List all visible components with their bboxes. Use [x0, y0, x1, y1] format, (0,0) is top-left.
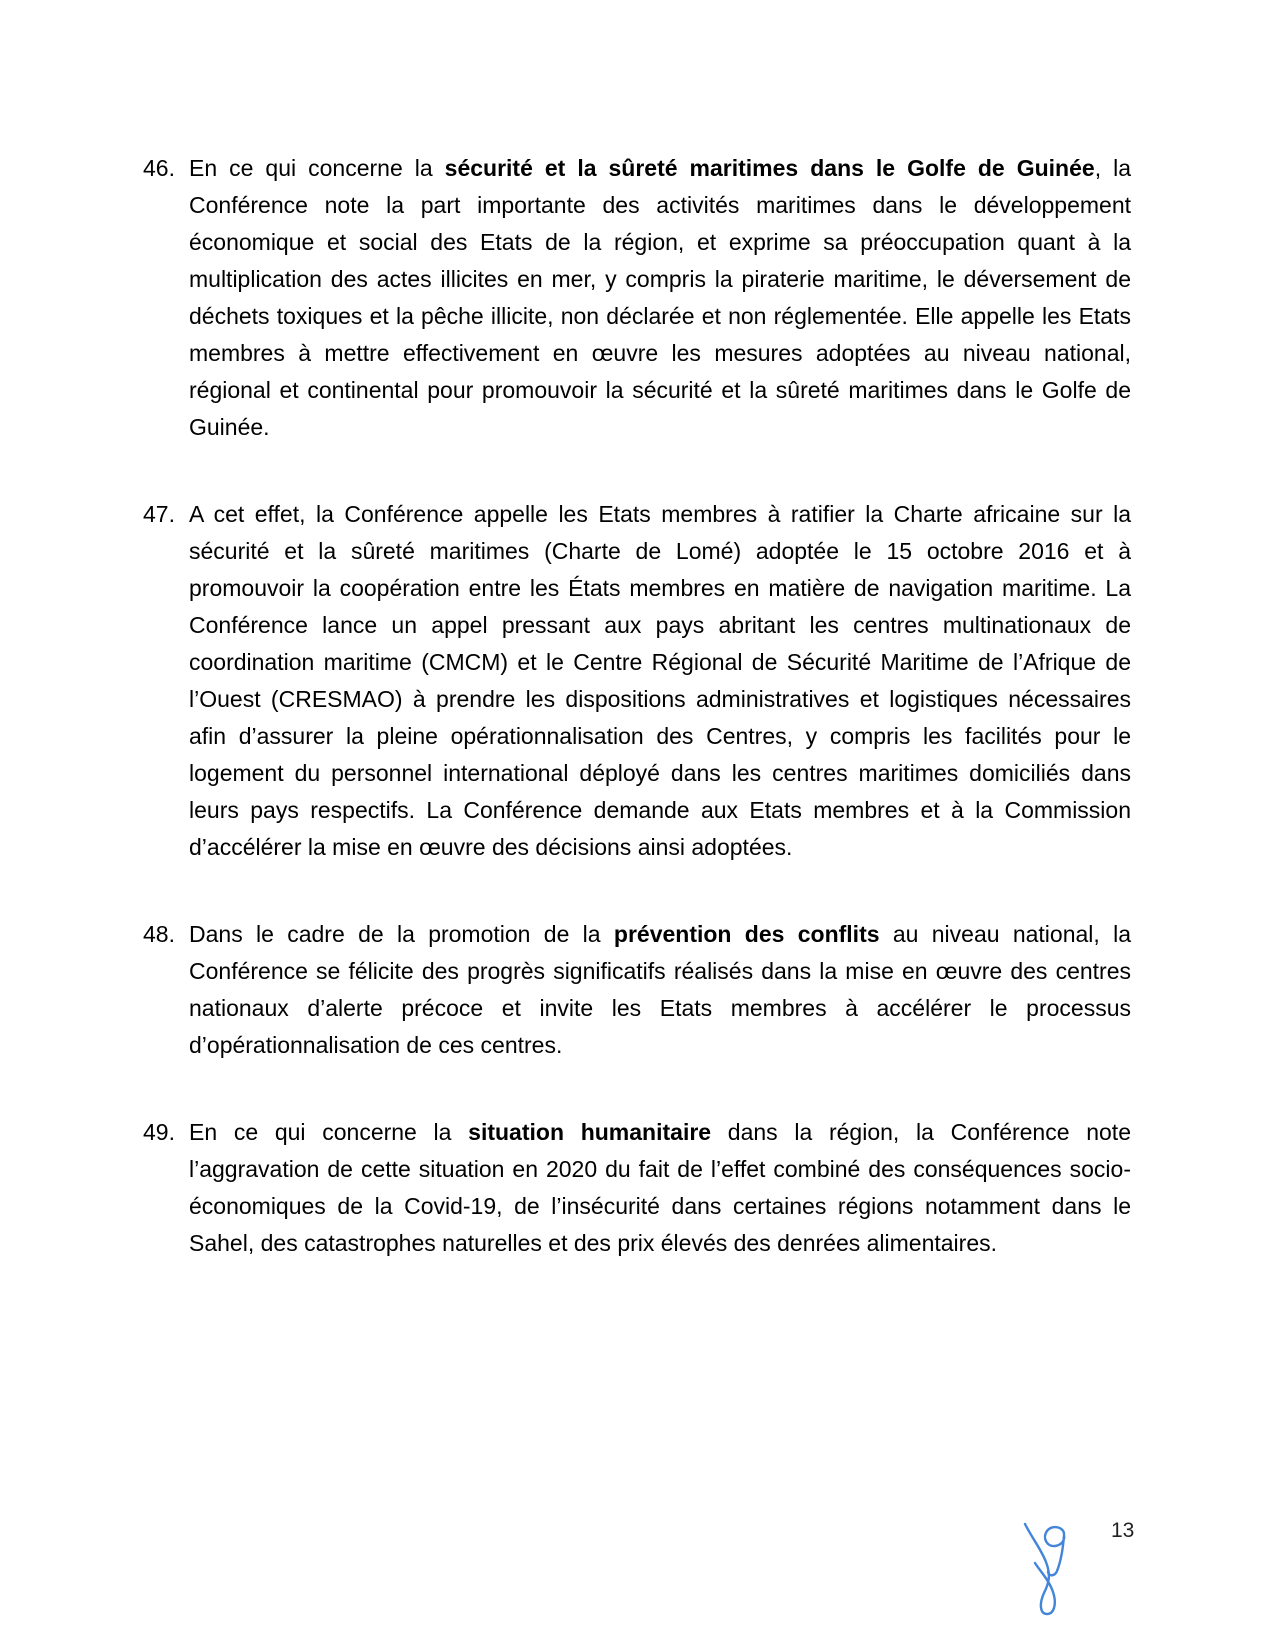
signature-stroke-long [1025, 1524, 1055, 1614]
paragraph-text: En ce qui concerne la sécurité et la sûreté maritimes dans le Golfe de Guinée, la Conférence note la part importante des activités maritimes dans le développement économique et social des Etats de la région, et exprime sa préoccupation quant à la multiplication des actes illicites en mer, y compris la piraterie maritime, le déversement de déchets toxiques et la pêche illicite, non déclarée et non réglementée. Elle appelle les Etats membres à mettre effectivement en œuvre les mesures adoptées au niveau national, régional et continental pour promouvoir la sécurité et la sûreté maritimes dans le Golfe de Guinée. [189, 155, 1131, 440]
paragraph-number: 46. [143, 155, 175, 181]
paragraph-number: 47. [143, 501, 175, 527]
handwritten-signature-icon [1019, 1521, 1077, 1617]
page-number: 13 [1111, 1519, 1135, 1542]
paragraph-text: En ce qui concerne la situation humanitaire dans la région, la Conférence note l’aggravation de cette situation en 2020 du fait de l’effet combiné des conséquences socio-économiques de la Covid-19, de l’insécurité dans certaines régions notamment dans le Sahel, des catastrophes naturelles et des prix élevés des denrées alimentaires. [189, 1119, 1131, 1256]
paragraph-list [143, 150, 1131, 1262]
paragraph-number: 49. [143, 1119, 175, 1145]
numbered-paragraph [143, 496, 1131, 866]
paragraph-text: Dans le cadre de la promotion de la prévention des conflits au niveau national, la Conférence se félicite des progrès significatifs réalisés dans la mise en œuvre des centres nationaux d’alerte précoce et invite les Etats membres à accélérer le processus d’opérationnalisation de ces centres. [189, 921, 1132, 1058]
numbered-paragraph [143, 916, 1131, 1064]
paragraph-text: A cet effet, la Conférence appelle les Etats membres à ratifier la Charte africaine sur la sécurité et la sûreté maritimes (Charte de Lomé) adoptée le 15 octobre 2016 et à promouvoir la coopération entre les États membres en matière de navigation maritime. La Conférence lance un appel pressant aux pays abritant les centres multinationaux de coordination maritime (CMCM) et le Centre Régional de Sécurité Maritime de l’Afrique de l’Ouest (CRESMAO) à prendre les dispositions administratives et logistiques nécessaires afin d’assurer la pleine opérationnalisation des Centres, y compris les facilités pour le logement du personnel international déployé dans les centres maritimes domiciliés dans leurs pays respectifs. La Conférence demande aux Etats membres et à la Commission d’accélérer la mise en œuvre des décisions ainsi adoptées. [189, 501, 1131, 860]
numbered-paragraph [143, 1114, 1131, 1262]
paragraph-number: 48. [143, 921, 175, 947]
numbered-paragraph [143, 150, 1131, 446]
